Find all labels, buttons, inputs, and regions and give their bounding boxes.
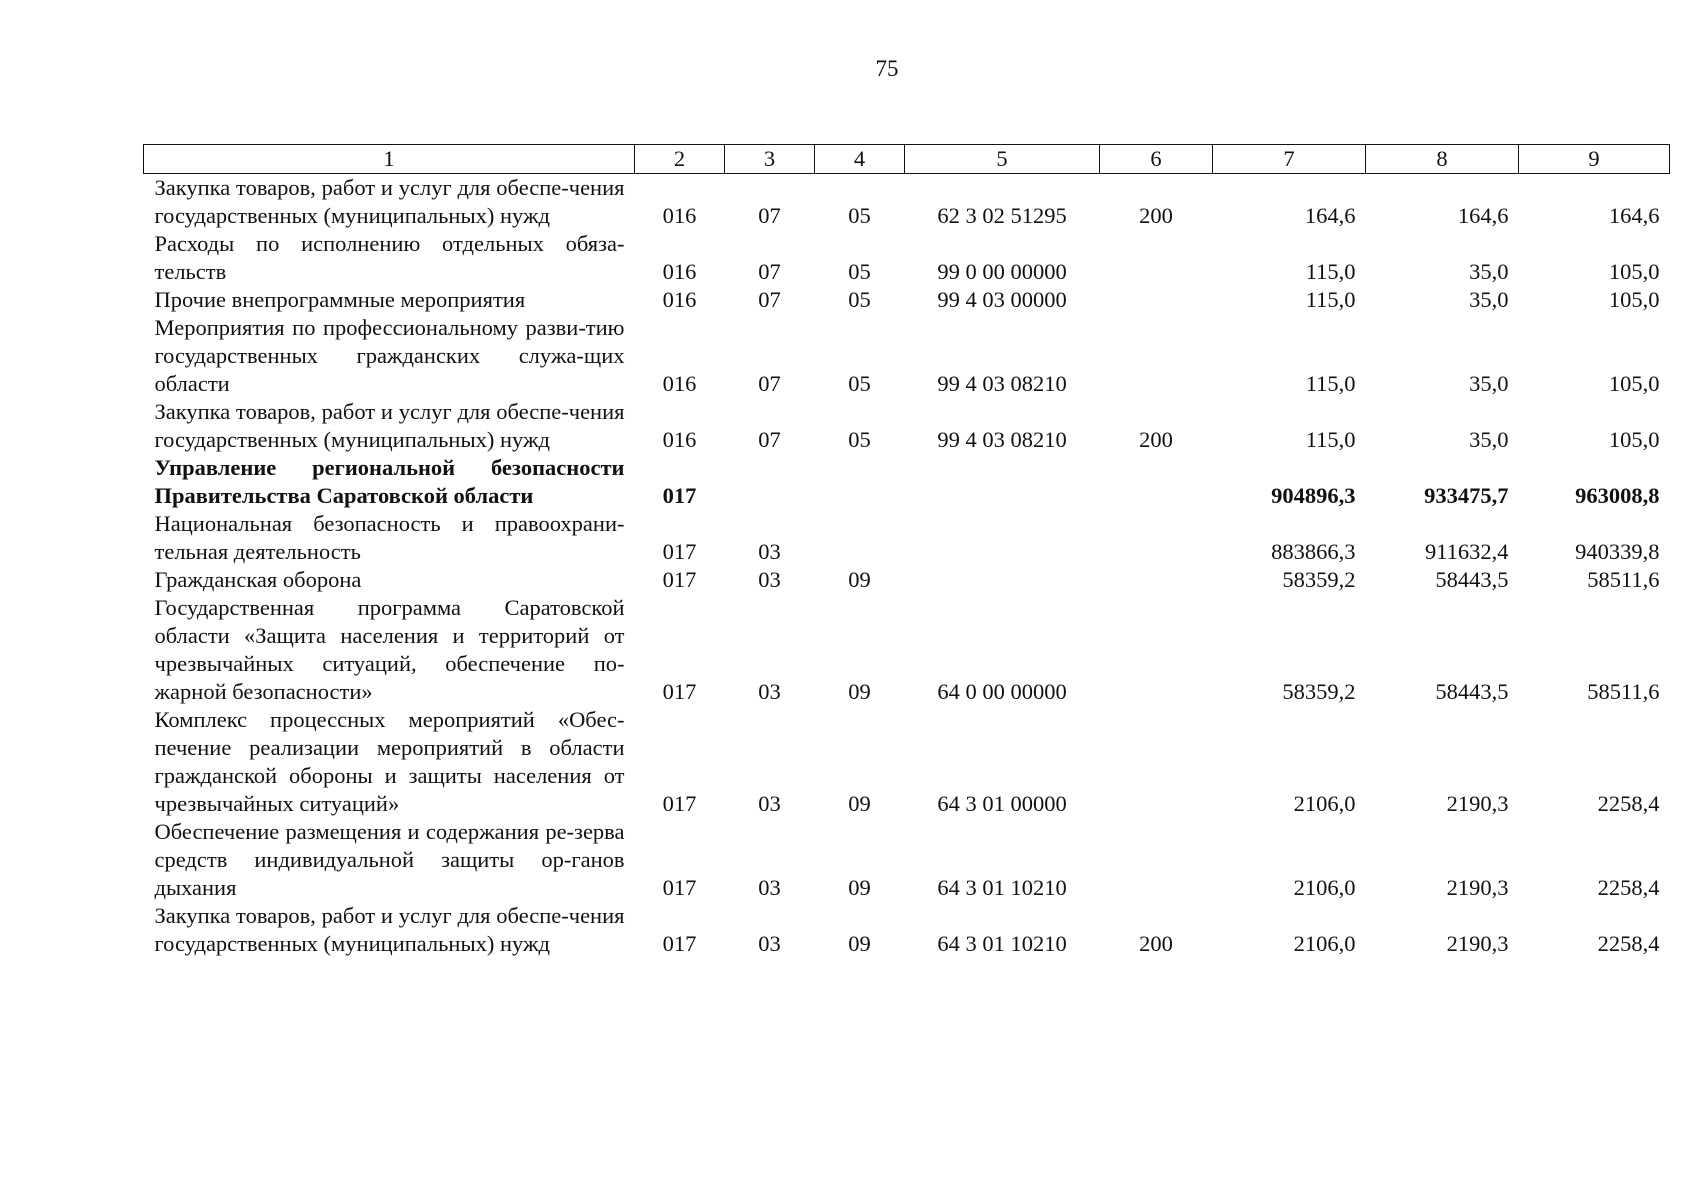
cell-amount-year3: 940339,8 [1575, 539, 1660, 564]
cell-expense-type [1100, 454, 1213, 510]
table-row [144, 230, 1670, 286]
cell-amount-year2: 35,0 [1469, 259, 1509, 284]
cell-amount-year2: 2190,3 [1446, 875, 1509, 900]
cell-name: Расходы по исполнению отдельных обяза-тельств [154, 231, 625, 284]
cell-target-article [905, 510, 1100, 566]
cell-amount-year3: 963008,8 [1575, 483, 1660, 508]
header-col-3: 3 [725, 145, 815, 174]
header-col-4: 4 [815, 145, 905, 174]
cell-ministry-code: 016 [662, 371, 697, 396]
cell-amount-year1: 115,0 [1305, 371, 1356, 396]
cell-amount-year1: 2106,0 [1293, 791, 1356, 816]
header-row [144, 145, 1670, 174]
cell-target-article: 99 4 03 00000 [937, 287, 1067, 312]
cell-name: Закупка товаров, работ и услуг для обеспе-чения государственных (муниципальных) нужд [154, 399, 625, 452]
cell-subsection [815, 510, 905, 566]
cell-section: 07 [758, 259, 781, 284]
cell-section: 07 [758, 203, 781, 228]
cell-section: 03 [758, 875, 781, 900]
cell-section: 03 [758, 567, 781, 592]
cell-amount-year2: 933475,7 [1424, 483, 1509, 508]
cell-amount-year3: 164,6 [1608, 203, 1660, 228]
table-row [144, 454, 1670, 510]
cell-subsection: 05 [848, 287, 871, 312]
table-row [144, 902, 1670, 958]
cell-amount-year3: 58511,6 [1587, 567, 1660, 592]
header-col-9: 9 [1519, 145, 1670, 174]
cell-amount-year2: 2190,3 [1446, 791, 1509, 816]
cell-ministry-code: 017 [662, 539, 697, 564]
cell-amount-year1: 58359,2 [1282, 567, 1356, 592]
cell-ministry-code: 017 [662, 875, 697, 900]
cell-name: Комплекс процессных мероприятий «Обес-печение реализации мероприятий в области гражданской обороны и защиты населения от чрезвычайных ситуаций» [154, 707, 625, 816]
cell-ministry-code: 017 [662, 931, 697, 956]
cell-ministry-code: 017 [662, 567, 697, 592]
cell-expense-type [1100, 230, 1213, 286]
cell-target-article: 64 0 00 00000 [937, 679, 1067, 704]
cell-subsection: 09 [848, 679, 871, 704]
cell-ministry-code: 017 [662, 483, 697, 508]
table-row [144, 566, 1670, 594]
cell-target-article: 64 3 01 10210 [937, 931, 1067, 956]
cell-ministry-code: 016 [662, 203, 697, 228]
cell-target-article: 99 4 03 08210 [937, 427, 1067, 452]
cell-expense-type [1100, 706, 1213, 818]
cell-amount-year2: 58443,5 [1435, 567, 1509, 592]
cell-expense-type: 200 [1139, 203, 1173, 228]
cell-amount-year1: 58359,2 [1282, 679, 1356, 704]
cell-subsection: 09 [848, 875, 871, 900]
cell-name: Гражданская оборона [154, 567, 362, 592]
cell-ministry-code: 017 [662, 679, 697, 704]
cell-target-article: 99 0 00 00000 [937, 259, 1067, 284]
cell-ministry-code: 016 [662, 287, 697, 312]
cell-target-article: 64 3 01 00000 [937, 791, 1067, 816]
table-row [144, 594, 1670, 706]
cell-expense-type [1100, 566, 1213, 594]
cell-name: Обеспечение размещения и содержания ре-зерва средств индивидуальной защиты ор-ганов дыхания [154, 819, 625, 900]
cell-name: Мероприятия по профессиональному разви-тию государственных гражданских служа-щих области [154, 315, 625, 396]
table-row [144, 510, 1670, 566]
header-col-2: 2 [635, 145, 725, 174]
cell-expense-type: 200 [1139, 427, 1173, 452]
cell-amount-year2: 35,0 [1469, 371, 1509, 396]
header-col-8: 8 [1366, 145, 1519, 174]
table-row [144, 706, 1670, 818]
cell-subsection: 05 [848, 203, 871, 228]
cell-expense-type [1100, 510, 1213, 566]
cell-target-article: 99 4 03 08210 [937, 371, 1067, 396]
cell-subsection: 09 [848, 567, 871, 592]
table-row [144, 174, 1670, 231]
cell-amount-year2: 35,0 [1469, 287, 1509, 312]
cell-amount-year2: 911632,4 [1424, 539, 1509, 564]
cell-amount-year2: 2190,3 [1446, 931, 1509, 956]
cell-expense-type [1100, 818, 1213, 902]
page-number: 75 [875, 56, 899, 81]
cell-expense-type [1100, 314, 1213, 398]
cell-target-article: 62 3 02 51295 [937, 203, 1067, 228]
cell-amount-year3: 58511,6 [1587, 679, 1660, 704]
cell-ministry-code: 017 [662, 791, 697, 816]
cell-subsection [815, 454, 905, 510]
cell-amount-year1: 115,0 [1305, 287, 1356, 312]
cell-amount-year2: 164,6 [1457, 203, 1509, 228]
cell-amount-year1: 904896,3 [1271, 483, 1356, 508]
cell-subsection: 09 [848, 931, 871, 956]
cell-section: 07 [758, 427, 781, 452]
cell-amount-year2: 35,0 [1469, 427, 1509, 452]
cell-target-article: 64 3 01 10210 [937, 875, 1067, 900]
cell-section: 03 [758, 931, 781, 956]
cell-amount-year1: 115,0 [1305, 427, 1356, 452]
cell-ministry-code: 016 [662, 259, 697, 284]
cell-target-article [905, 566, 1100, 594]
cell-amount-year1: 164,6 [1304, 203, 1356, 228]
cell-name: Закупка товаров, работ и услуг для обеспе-чения государственных (муниципальных) нужд [154, 903, 625, 956]
table-row [144, 286, 1670, 314]
cell-amount-year1: 2106,0 [1293, 875, 1356, 900]
cell-subsection: 05 [848, 371, 871, 396]
cell-name: Управление региональной безопасности Правительства Саратовской области [154, 455, 625, 508]
cell-amount-year3: 105,0 [1608, 427, 1660, 452]
table-header [144, 145, 1670, 174]
cell-amount-year3: 2258,4 [1597, 875, 1660, 900]
budget-table [143, 144, 1670, 958]
cell-expense-type [1100, 594, 1213, 706]
table-row [144, 314, 1670, 398]
cell-amount-year1: 2106,0 [1293, 931, 1356, 956]
cell-amount-year3: 105,0 [1608, 371, 1660, 396]
cell-name: Государственная программа Саратовской области «Защита населения и территорий от чрезвычайных ситуаций, обеспечение по-жарной безопасности» [154, 595, 625, 704]
table-row [144, 398, 1670, 454]
header-col-6: 6 [1100, 145, 1213, 174]
cell-expense-type: 200 [1139, 931, 1173, 956]
cell-name: Национальная безопасность и правоохрани-тельная деятельность [154, 511, 625, 564]
cell-amount-year3: 2258,4 [1597, 791, 1660, 816]
cell-section: 07 [758, 371, 781, 396]
header-col-5: 5 [905, 145, 1100, 174]
cell-section [725, 454, 815, 510]
cell-amount-year1: 883866,3 [1271, 539, 1356, 564]
cell-subsection: 05 [848, 427, 871, 452]
cell-amount-year3: 105,0 [1608, 259, 1660, 284]
cell-target-article [905, 454, 1100, 510]
cell-expense-type [1100, 286, 1213, 314]
cell-amount-year2: 58443,5 [1435, 679, 1509, 704]
header-col-1: 1 [144, 145, 635, 174]
cell-section: 07 [758, 287, 781, 312]
header-col-7: 7 [1213, 145, 1366, 174]
cell-section: 03 [758, 679, 781, 704]
cell-ministry-code: 016 [662, 427, 697, 452]
cell-section: 03 [758, 539, 781, 564]
cell-amount-year3: 105,0 [1608, 287, 1660, 312]
cell-name: Закупка товаров, работ и услуг для обеспе-чения государственных (муниципальных) нужд [154, 175, 625, 228]
table-row [144, 818, 1670, 902]
table-body [144, 174, 1670, 959]
cell-name: Прочие внепрограммные мероприятия [154, 287, 526, 312]
cell-amount-year1: 115,0 [1305, 259, 1356, 284]
cell-section: 03 [758, 791, 781, 816]
cell-subsection: 09 [848, 791, 871, 816]
cell-amount-year3: 2258,4 [1597, 931, 1660, 956]
cell-subsection: 05 [848, 259, 871, 284]
